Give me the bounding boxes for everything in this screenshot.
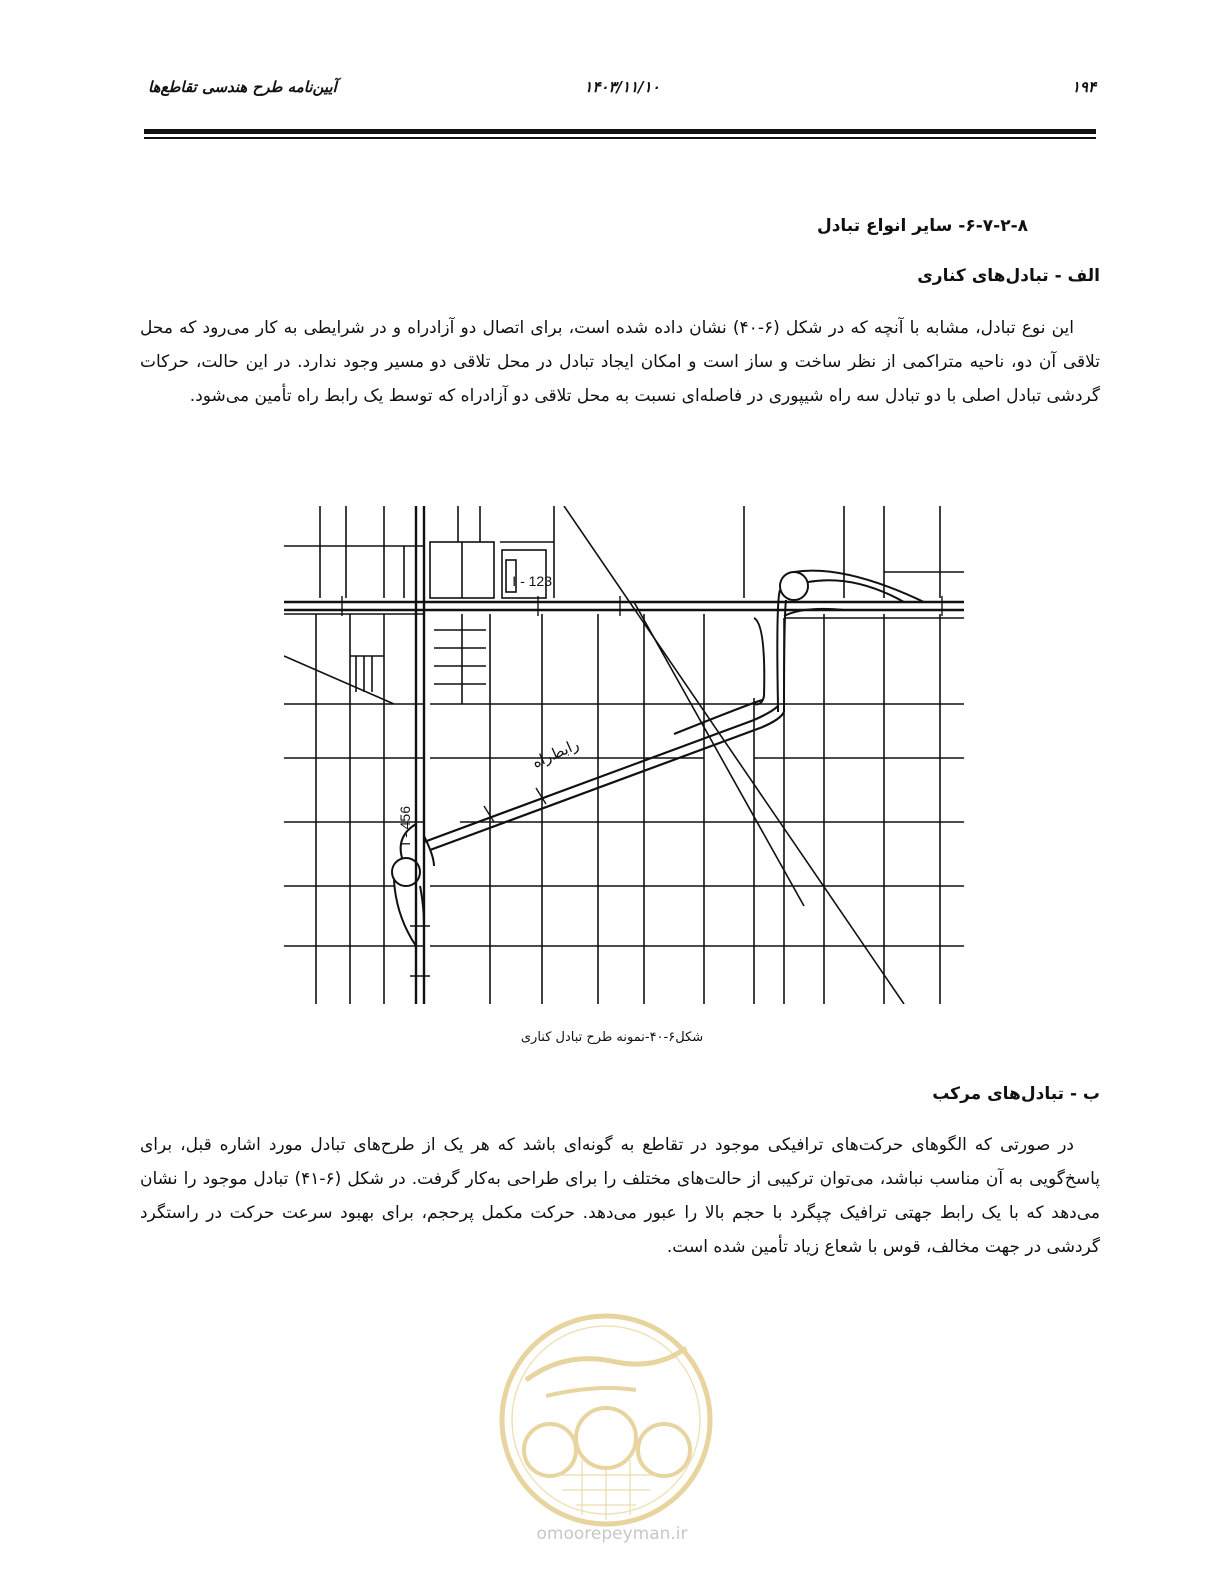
watermark-seal — [486, 1300, 726, 1550]
paragraph-text: این نوع تبادل، مشابه با آنچه که در شکل (۶-۴۰) نشان داده شده است، برای اتصال دو آزادراه و در شرایطی به کار می‌رود که محل تلاقی آن دو، ناحیه متراکمی از نظر ساخت و ساز است و امکان ایجاد تبادل در محل تلاقی دو مسیر وجود ندارد. در این حالت، حرکات گردشی تبادل اصلی با دو تبادل سه راه شیپوری در فاصله‌ای نسبت به محل تلاقی دو آزادراه که توسط یک رابط راه تأمین می‌شود. — [140, 318, 1100, 406]
header-rule-thin — [144, 137, 1096, 139]
side-interchange-figure — [284, 506, 964, 1004]
subsection-a-paragraph — [140, 311, 1100, 413]
header-doc-title: آیین‌نامه طرح هندسی تقاطع‌ها — [148, 78, 337, 96]
figure-caption: شکل۶-۴۰-نمونه طرح تبادل کناری — [520, 1030, 704, 1045]
paragraph-text: در صورتی که الگوهای حرکت‌های ترافیکی موجود در تقاطع به گونه‌ای باشد که هر یک از طرح‌های تبادل مورد اشاره قبل، برای پاسخ‌گویی به آن مناسب نباشد، می‌توان ترکیبی از حالت‌های مختلف را برای طراحی به‌کار گرفت. در شکل (۶-۴۱) تبادل موجود را نشان می‌دهد که با یک رابط جهتی ترافیک چپگرد با حجم بالا را عبور می‌دهد. حرکت مکمل پرحجم، برای بهبود سرعت حرکت در راستگرد گردشی در جهت مخالف، قوس با شعاع زیاد تأمین شده است. — [140, 1135, 1100, 1257]
label-i456: I - 456 — [397, 806, 413, 846]
page-header — [144, 74, 1100, 104]
label-connector: رابط‌راه — [529, 736, 582, 772]
label-i123: I - 123 — [512, 573, 552, 589]
section-heading: ۶-۷-۲-۸- سایر انواع تبادل — [816, 216, 1028, 236]
subsection-a-heading: الف - تبادل‌های کناری — [917, 266, 1100, 286]
freeway-i456 — [416, 506, 424, 1004]
street-grid — [284, 506, 964, 1004]
header-rule-thick — [144, 129, 1096, 134]
bridge-marks — [342, 596, 942, 976]
subsection-b-heading: ب - تبادل‌های مرکب — [932, 1084, 1100, 1104]
trumpet-interchange-east — [754, 571, 924, 712]
header-date: ۱۴۰۳/۱۱/۱۰ — [584, 78, 660, 96]
page-number: ۱۹۴ — [1071, 78, 1096, 96]
subsection-b-paragraph — [140, 1128, 1100, 1264]
freeway-i123 — [284, 602, 964, 610]
watermark-url: omoorepeyman.ir — [536, 1524, 688, 1544]
